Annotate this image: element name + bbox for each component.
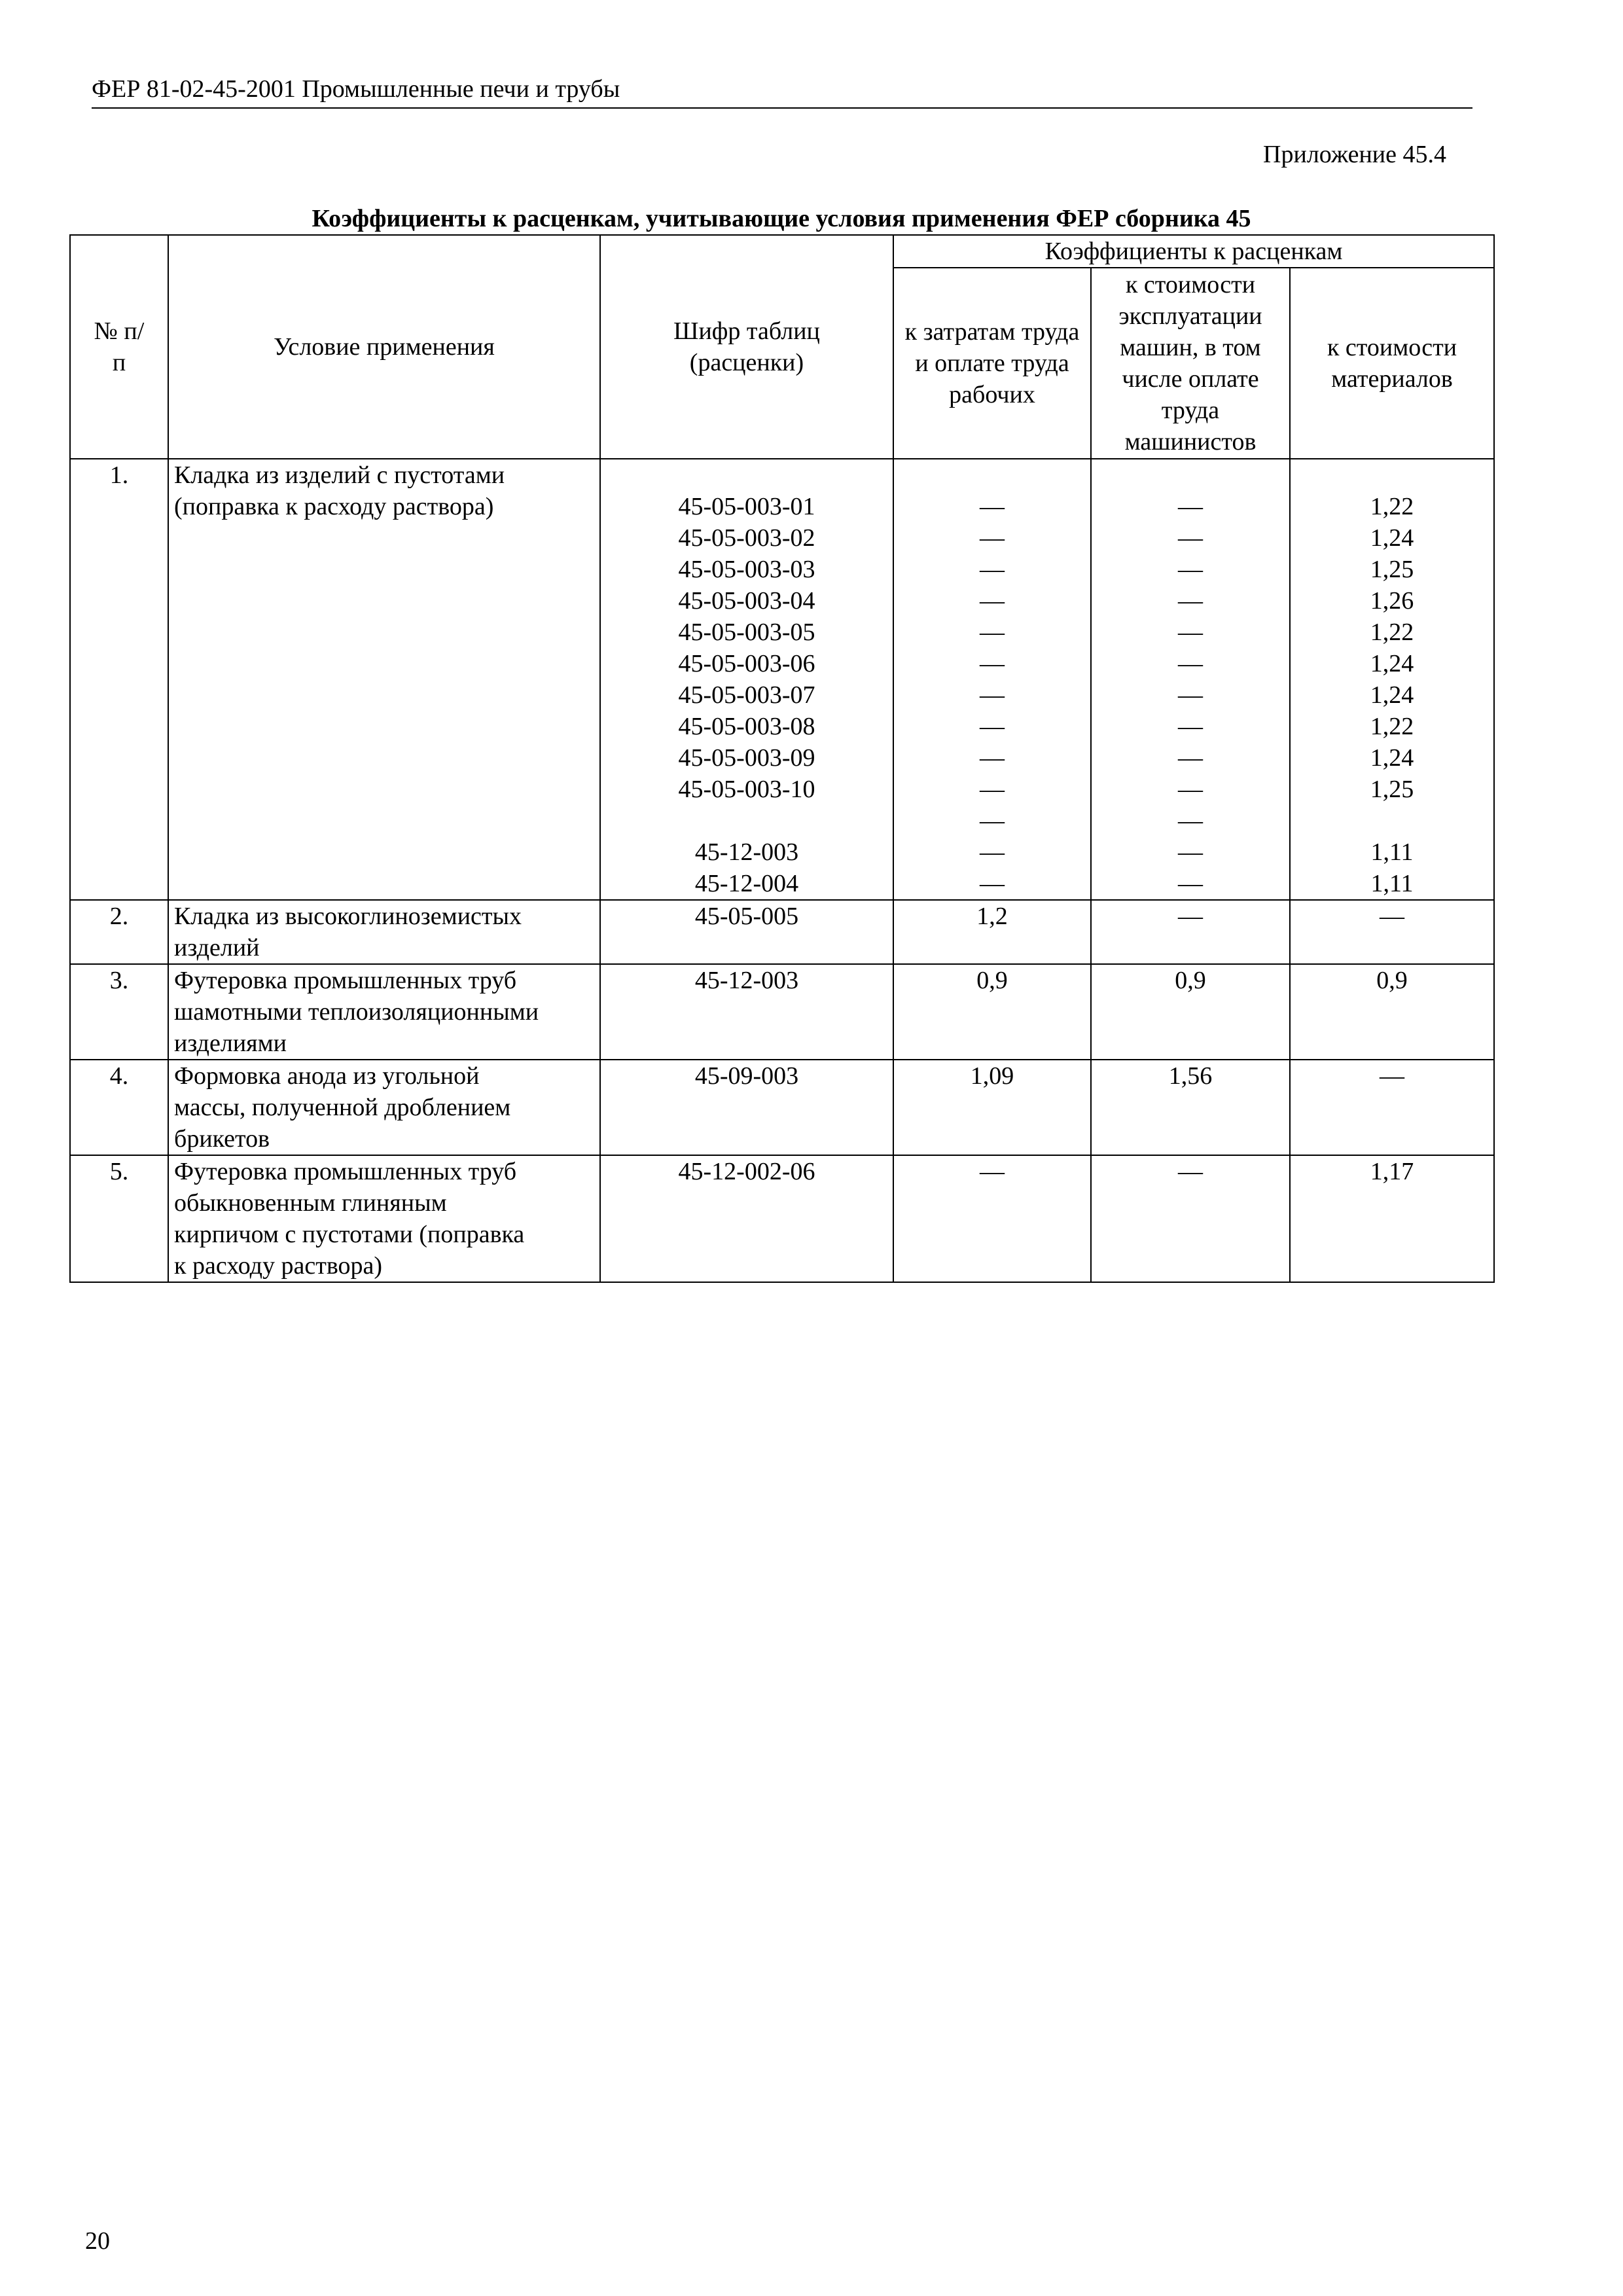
header-machines: к стоимости эксплуатации машин, в том числе оплате труда машинистов (1091, 268, 1290, 459)
condition-line: шамотными теплоизоляционными (174, 998, 539, 1026)
materials-value: 1,24 (1370, 681, 1414, 709)
code-line: 45-05-003-01 (678, 493, 815, 520)
labor-value: 1,09 (970, 1062, 1014, 1090)
code-cell (600, 459, 893, 900)
code-line: 45-05-005 (694, 903, 799, 930)
labor-cell (893, 964, 1091, 1060)
row-number-cell (70, 900, 168, 964)
table-row (70, 1155, 1494, 1282)
labor-value: 0,9 (976, 967, 1008, 994)
code-line: 45-05-003-04 (678, 587, 815, 615)
table-row (70, 964, 1494, 1060)
materials-value (1296, 805, 1488, 836)
materials-value: 1,17 (1370, 1158, 1414, 1185)
code-line: 45-12-004 (694, 870, 799, 897)
materials-value (1296, 459, 1488, 491)
machines-value: — (1178, 650, 1203, 677)
condition-cell (168, 964, 600, 1060)
code-line: 45-05-003-02 (678, 524, 815, 552)
materials-value: 1,11 (1370, 838, 1414, 866)
row-number-cell (70, 1060, 168, 1155)
condition-line: Кладка из изделий с пустотами (174, 461, 505, 489)
labor-value: — (980, 870, 1005, 897)
materials-value: 1,11 (1370, 870, 1414, 897)
materials-cell (1290, 900, 1494, 964)
machines-value: — (1178, 681, 1203, 709)
condition-line: кирпичом с пустотами (поправка (174, 1221, 525, 1248)
condition-line: Футеровка промышленных труб (174, 967, 517, 994)
machines-value: — (1178, 619, 1203, 646)
labor-value: — (980, 650, 1005, 677)
machines-cell (1091, 900, 1290, 964)
row-number: 2. (109, 903, 129, 930)
machines-cell (1091, 459, 1290, 900)
code-line: 45-05-003-05 (678, 619, 815, 646)
condition-line: Формовка анода из угольной (174, 1062, 480, 1090)
row-number-cell (70, 459, 168, 900)
code-line: 45-09-003 (694, 1062, 799, 1090)
condition-line: Кладка из высокоглиноземистых (174, 903, 522, 930)
code-line: 45-12-003 (694, 838, 799, 866)
machines-value: — (1178, 556, 1203, 583)
code-line: 45-05-003-08 (678, 713, 815, 740)
header-coefficients-group: Коэффициенты к расценкам (893, 235, 1494, 268)
machines-value (1097, 459, 1284, 491)
materials-cell (1290, 459, 1494, 900)
labor-value: — (980, 493, 1005, 520)
header-number: № п/п (70, 235, 168, 459)
machines-value: — (1178, 744, 1203, 772)
labor-value: — (980, 681, 1005, 709)
running-header-title: ФЕР 81-02-45-2001 Промышленные печи и трубы (92, 75, 620, 103)
machines-value: — (1178, 587, 1203, 615)
machines-value: 0,9 (1175, 967, 1206, 994)
machines-value: — (1178, 524, 1203, 552)
table-title: Коэффициенты к расценкам, учитывающие условия применения ФЕР сборника 45 (312, 205, 1251, 232)
machines-value: — (1178, 713, 1203, 740)
materials-cell (1290, 964, 1494, 1060)
labor-value: — (980, 1158, 1005, 1185)
running-header (92, 73, 1472, 109)
materials-value: — (1380, 903, 1405, 930)
code-line: 45-05-003-07 (678, 681, 815, 709)
condition-line: обыкновенным глиняным (174, 1189, 447, 1217)
condition-cell (168, 1155, 600, 1282)
row-number-cell (70, 964, 168, 1060)
labor-value: — (980, 556, 1005, 583)
machines-value: — (1178, 493, 1203, 520)
labor-value: — (980, 744, 1005, 772)
code-line: 45-05-003-10 (678, 776, 815, 803)
materials-value: 1,24 (1370, 524, 1414, 552)
header-materials: к стоимости материалов (1290, 268, 1494, 459)
page-number: 20 (85, 2227, 110, 2255)
condition-line: Футеровка промышленных труб (174, 1158, 517, 1185)
condition-cell (168, 1060, 600, 1155)
code-line (606, 459, 887, 491)
labor-cell (893, 1155, 1091, 1282)
table-body (70, 459, 1494, 1282)
code-cell (600, 964, 893, 1060)
code-line: 45-05-003-06 (678, 650, 815, 677)
labor-cell (893, 459, 1091, 900)
machines-value: — (1178, 776, 1203, 803)
machines-value: 1,56 (1168, 1062, 1213, 1090)
machines-cell (1091, 964, 1290, 1060)
machines-value: — (1178, 1158, 1203, 1185)
materials-value: 1,22 (1370, 713, 1414, 740)
labor-value: — (980, 587, 1005, 615)
machines-value: — (1178, 807, 1203, 834)
table-row (70, 459, 1494, 900)
materials-value: 1,24 (1370, 650, 1414, 677)
condition-cell (168, 900, 600, 964)
condition-line: массы, полученной дроблением (174, 1094, 511, 1121)
labor-value: — (980, 619, 1005, 646)
code-cell (600, 900, 893, 964)
header-labor: к затратам труда и оплате труда рабочих (893, 268, 1091, 459)
materials-value: 0,9 (1376, 967, 1408, 994)
materials-cell (1290, 1155, 1494, 1282)
machines-value: — (1178, 903, 1203, 930)
header-condition: Условие применения (168, 235, 600, 459)
labor-value: 1,2 (976, 903, 1008, 930)
code-line: 45-05-003-03 (678, 556, 815, 583)
condition-line: (поправка к расходу раствора) (174, 493, 494, 520)
code-line (606, 805, 887, 836)
materials-cell (1290, 1060, 1494, 1155)
labor-value: — (980, 838, 1005, 866)
materials-value: 1,25 (1370, 776, 1414, 803)
labor-value: — (980, 776, 1005, 803)
code-line: 45-05-003-09 (678, 744, 815, 772)
labor-value (899, 459, 1085, 491)
condition-line: брикетов (174, 1125, 270, 1153)
machines-cell (1091, 1155, 1290, 1282)
labor-cell (893, 900, 1091, 964)
condition-line: изделиями (174, 1030, 287, 1057)
condition-line: изделий (174, 934, 260, 961)
header-code: Шифр таблиц (расценки) (600, 235, 893, 459)
row-number: 3. (109, 967, 129, 994)
code-line: 45-12-002-06 (678, 1158, 815, 1185)
coefficients-table (69, 234, 1495, 1283)
materials-value: 1,25 (1370, 556, 1414, 583)
materials-value: — (1380, 1062, 1405, 1090)
row-number-cell (70, 1155, 168, 1282)
materials-value: 1,24 (1370, 744, 1414, 772)
machines-value: — (1178, 838, 1203, 866)
labor-cell (893, 1060, 1091, 1155)
row-number: 4. (109, 1062, 129, 1090)
condition-line: к расходу раствора) (174, 1252, 383, 1280)
labor-value: — (980, 807, 1005, 834)
code-cell (600, 1155, 893, 1282)
machines-cell (1091, 1060, 1290, 1155)
labor-value: — (980, 713, 1005, 740)
materials-value: 1,22 (1370, 493, 1414, 520)
appendix-label: Приложение 45.4 (1263, 141, 1446, 168)
machines-value: — (1178, 870, 1203, 897)
table-row (70, 900, 1494, 964)
code-cell (600, 1060, 893, 1155)
materials-value: 1,22 (1370, 619, 1414, 646)
labor-value: — (980, 524, 1005, 552)
code-line: 45-12-003 (694, 967, 799, 994)
materials-value: 1,26 (1370, 587, 1414, 615)
condition-cell (168, 459, 600, 900)
row-number: 1. (109, 461, 129, 489)
table-row (70, 1060, 1494, 1155)
row-number: 5. (109, 1158, 129, 1185)
